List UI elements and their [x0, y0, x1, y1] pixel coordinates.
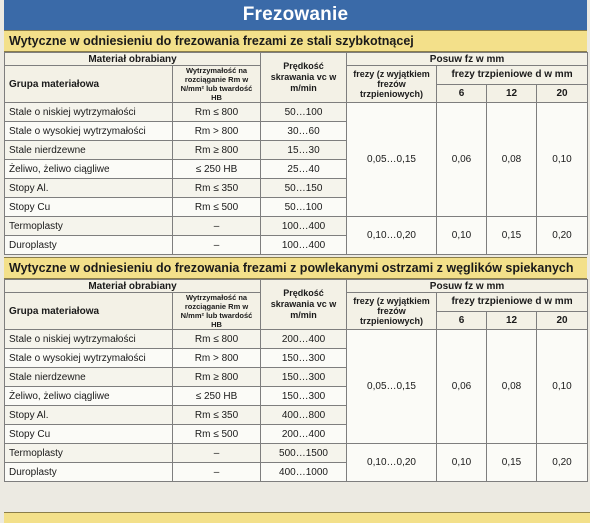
strength-value: Rm ≤ 350: [173, 406, 261, 425]
header-group: Grupa materiałowa: [5, 66, 173, 103]
feed-d12: 0,15: [487, 217, 537, 255]
strength-value: –: [173, 236, 261, 255]
feed-d20: 0,10: [537, 103, 588, 217]
header-group: Grupa materiałowa: [5, 293, 173, 330]
header-d20: 20: [537, 84, 588, 103]
material-name: Termoplasty: [5, 444, 173, 463]
strength-value: –: [173, 463, 261, 482]
strength-value: Rm > 800: [173, 122, 261, 141]
strength-value: Rm ≤ 500: [173, 198, 261, 217]
material-name: Stale o wysokiej wytrzymałości: [5, 122, 173, 141]
feed-d6: 0,06: [437, 330, 487, 444]
section-heading-hss: Wytyczne w odniesieniu do frezowania frezami ze stali szybkotnącej: [4, 30, 587, 52]
cutting-speed: 50…100: [261, 103, 347, 122]
next-section-strip: [4, 512, 590, 523]
strength-value: –: [173, 217, 261, 236]
material-name: Żeliwo, żeliwo ciągliwe: [5, 160, 173, 179]
feed-d20: 0,20: [537, 217, 588, 255]
cutting-speed: 15…30: [261, 141, 347, 160]
table-hss: [4, 52, 588, 255]
material-name: Stale o niskiej wytrzymałości: [5, 103, 173, 122]
strength-value: Rm ≤ 800: [173, 330, 261, 349]
table-carbide: [4, 279, 588, 482]
feed-d12: 0,08: [487, 103, 537, 217]
feed-d20: 0,10: [537, 330, 588, 444]
header-d6: 6: [437, 311, 487, 330]
cutting-speed: 25…40: [261, 160, 347, 179]
cutting-speed: 400…1000: [261, 463, 347, 482]
feed-d6: 0,06: [437, 103, 487, 217]
strength-value: –: [173, 444, 261, 463]
header-feed: Posuw fz w mm: [347, 280, 588, 293]
header-feed-general: frezy (z wyjątkiem frezów trzpieniowych): [347, 293, 437, 330]
header-d20: 20: [537, 311, 588, 330]
table-row: [5, 330, 588, 349]
cutting-speed: 100…400: [261, 217, 347, 236]
header-strength: Wytrzymałość na rozciąganie Rm w N/mm² lub twardość HB: [173, 293, 261, 330]
feed-general: 0,10…0,20: [347, 217, 437, 255]
table-carbide-body: [5, 330, 588, 482]
cutting-speed: 30…60: [261, 122, 347, 141]
material-name: Stale nierdzewne: [5, 368, 173, 387]
header-feed-general: frezy (z wyjątkiem frezów trzpieniowych): [347, 66, 437, 103]
cutting-speed: 100…400: [261, 236, 347, 255]
strength-value: Rm > 800: [173, 349, 261, 368]
feed-general: 0,10…0,20: [347, 444, 437, 482]
page-title: Frezowanie: [4, 0, 587, 30]
strength-value: Rm ≥ 800: [173, 141, 261, 160]
table-hss-body: [5, 103, 588, 255]
material-name: Żeliwo, żeliwo ciągliwe: [5, 387, 173, 406]
material-name: Stopy Al.: [5, 179, 173, 198]
header-material: Materiał obrabiany: [5, 53, 261, 66]
header-speed: Prędkość skrawania vc w m/min: [261, 280, 347, 330]
table-row: [5, 103, 588, 122]
section-heading-carbide: Wytyczne w odniesieniu do frezowania frezami z powlekanymi ostrzami z węglików spiekanych: [4, 257, 587, 279]
table-row: [5, 444, 588, 463]
header-strength: Wytrzymałość na rozciąganie Rm w N/mm² lub twardość HB: [173, 66, 261, 103]
material-name: Stale nierdzewne: [5, 141, 173, 160]
cutting-speed: 200…400: [261, 425, 347, 444]
feed-d6: 0,10: [437, 444, 487, 482]
material-name: Duroplasty: [5, 463, 173, 482]
strength-value: Rm ≤ 500: [173, 425, 261, 444]
table-row: [5, 217, 588, 236]
material-name: Stale o wysokiej wytrzymałości: [5, 349, 173, 368]
strength-value: ≤ 250 HB: [173, 387, 261, 406]
cutting-speed: 200…400: [261, 330, 347, 349]
header-d12: 12: [487, 84, 537, 103]
cutting-speed: 150…300: [261, 349, 347, 368]
material-name: Stopy Al.: [5, 406, 173, 425]
cutting-speed: 150…300: [261, 387, 347, 406]
feed-d12: 0,15: [487, 444, 537, 482]
header-material: Materiał obrabiany: [5, 280, 261, 293]
strength-value: Rm ≤ 800: [173, 103, 261, 122]
header-feed-endmill: frezy trzpieniowe d w mm: [437, 66, 588, 85]
feed-d20: 0,20: [537, 444, 588, 482]
feed-d6: 0,10: [437, 217, 487, 255]
material-name: Stopy Cu: [5, 198, 173, 217]
feed-general: 0,05…0,15: [347, 103, 437, 217]
cutting-speed: 500…1500: [261, 444, 347, 463]
cutting-speed: 400…800: [261, 406, 347, 425]
material-name: Stopy Cu: [5, 425, 173, 444]
material-name: Termoplasty: [5, 217, 173, 236]
feed-general: 0,05…0,15: [347, 330, 437, 444]
strength-value: ≤ 250 HB: [173, 160, 261, 179]
header-speed: Prędkość skrawania vc w m/min: [261, 53, 347, 103]
strength-value: Rm ≤ 350: [173, 179, 261, 198]
material-name: Stale o niskiej wytrzymałości: [5, 330, 173, 349]
cutting-speed: 50…100: [261, 198, 347, 217]
header-d6: 6: [437, 84, 487, 103]
cutting-speed: 50…150: [261, 179, 347, 198]
header-feed-endmill: frezy trzpieniowe d w mm: [437, 293, 588, 312]
cutting-speed: 150…300: [261, 368, 347, 387]
header-d12: 12: [487, 311, 537, 330]
header-feed: Posuw fz w mm: [347, 53, 588, 66]
feed-d12: 0,08: [487, 330, 537, 444]
strength-value: Rm ≥ 800: [173, 368, 261, 387]
material-name: Duroplasty: [5, 236, 173, 255]
document-page: [4, 0, 587, 482]
